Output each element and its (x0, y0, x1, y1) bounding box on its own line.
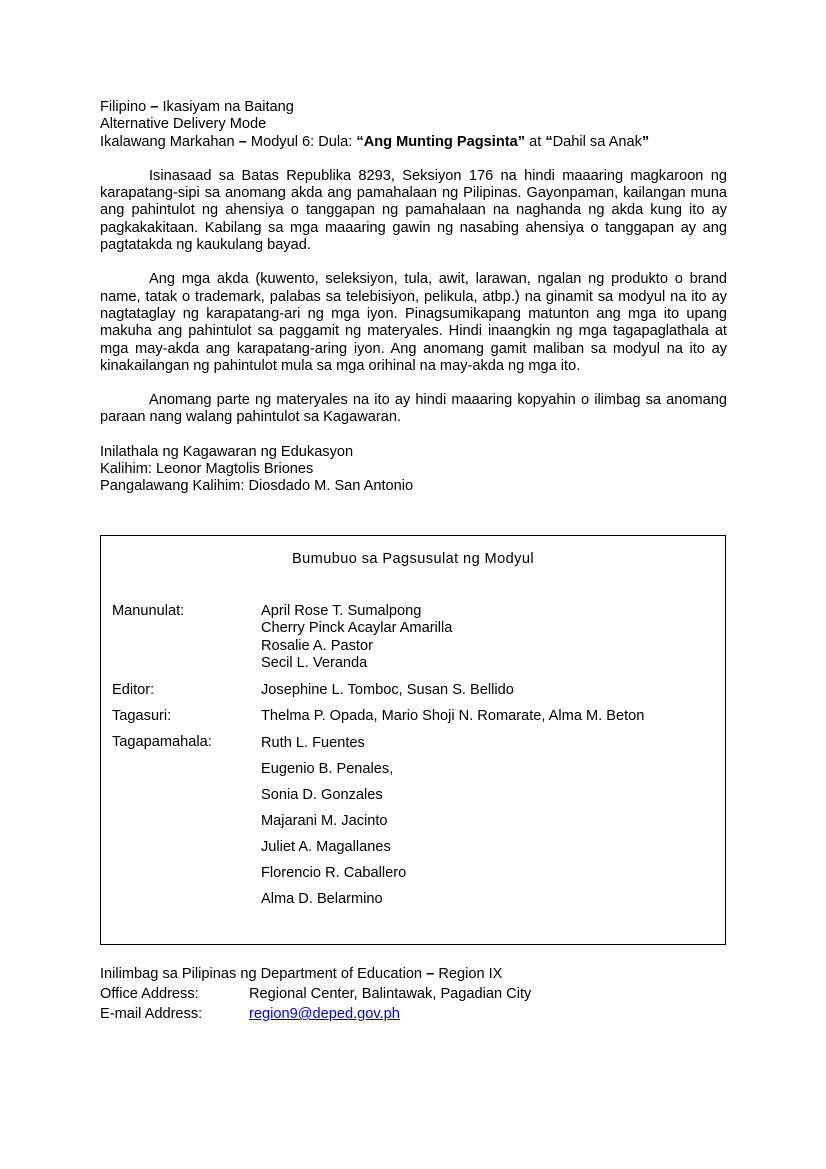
manager-name: Alma D. Belarmino (261, 891, 383, 907)
manager-name: Sonia D. Gonzales (261, 787, 383, 803)
subject-name: Filipino (100, 99, 147, 115)
reviewer-names: Thelma P. Opada, Mario Shoji N. Romarate, Alma M. Beton (261, 708, 645, 724)
quote-open: “ (545, 133, 553, 150)
management-label: Tagapamahala: (112, 734, 212, 750)
editor-label: Editor: (112, 682, 155, 698)
management-list (261, 730, 406, 912)
header-dash: – (150, 99, 159, 115)
copyright-paragraph-1: Isinasaad sa Batas Republika 8293, Seksiyon 176 na hindi maaaring magkaroon ng karapatang-sipi sa anomang akda ang pamahalaan ng Pilipinas. Gayonpaman, kailangan muna ang pahintulot ng ahensiya o tanggapan ng pamahalaan na naghanda ng akda kung ito ay pagkakakitaan. Kabilang sa mga maaaring gawin ng nasabing ahensiya o tanggapan ay ang pagtatakda ng kaukulang bayad. (100, 167, 727, 254)
copyright-paragraph-2: Ang mga akda (kuwento, seleksiyon, tula, awit, larawan, ngalan ng produkto o brand name, tatak o trademark, palabas sa telebisiyon, pelikula, atbp.) na ginamit sa modyul na ito ay nagtataglay ng karapatang-ari ng mga iyon. Pinagsumikapang matunton ang mga ito upang makuha ang pahintulot sa paggamit ng materyales. Hindi inaangkin ng mga tagapaglathala at mga may-akda ang karapatang-aring iyon. Ang anomang gamit maliban sa modyul na ito ay kinakailangan ng pahintulot mula sa mga orihinal na may-akda ng mga ito. (100, 271, 727, 374)
email-address (100, 1006, 531, 1026)
secretary-line: Kalihim: Leonor Magtolis Briones (100, 461, 314, 478)
manager-name: Florencio R. Caballero (261, 865, 407, 881)
undersecretary-line: Pangalawang Kalihim: Diosdado M. San Antonio (100, 478, 414, 495)
module-number: Modyul 6: Dula: (250, 133, 353, 150)
manager-name: Eugenio B. Penales, (261, 761, 394, 777)
quote-close: ” (641, 133, 650, 150)
credits-title: Bumubuo sa Pagsusulat ng Modyul (292, 551, 534, 567)
office-address-value: Regional Center, Balintawak, Pagadian City (249, 986, 532, 1002)
subject-line (100, 99, 727, 116)
manager-name: Juliet A. Magallanes (261, 839, 391, 855)
email-link[interactable]: region9@deped.gov.ph (249, 1006, 400, 1022)
document-body (100, 99, 727, 496)
module-title-connector: at (529, 133, 542, 150)
printed-by (100, 966, 531, 986)
manager-name: Majarani M. Jacinto (261, 813, 388, 829)
writer-name: Rosalie A. Pastor (261, 637, 373, 654)
writer-name: Cherry Pinck Acaylar Amarilla (261, 620, 453, 637)
writer-name: Secil L. Veranda (261, 654, 368, 671)
grade-level: Ikasiyam na Baitang (162, 99, 294, 115)
delivery-mode: Alternative Delivery Mode (100, 116, 267, 133)
office-address (100, 986, 531, 1006)
footer (100, 966, 531, 1026)
reviewer-label: Tagasuri: (112, 708, 172, 724)
quarter: Ikalawang Markahan (100, 133, 235, 150)
module-line (100, 134, 727, 151)
printed-by-text: Inilimbag sa Pilipinas ng Department of Education (100, 966, 423, 982)
copyright-paragraph-3: Anomang parte ng materyales na ito ay hindi maaaring kopyahin o ilimbag sa anomang paraan nang walang pahintulot sa Kagawaran. (100, 392, 727, 426)
module-header (100, 99, 727, 151)
publisher-info (100, 444, 727, 496)
writer-name: April Rose T. Sumalpong (261, 603, 422, 619)
module-title-1: “Ang Munting Pagsinta” (356, 133, 526, 150)
header-dash: – (238, 133, 247, 150)
email-address-label: E-mail Address: (100, 1006, 203, 1022)
office-address-label: Office Address: (100, 986, 199, 1002)
manager-name: Ruth L. Fuentes (261, 735, 365, 751)
writers-label: Manunulat: (112, 603, 185, 619)
publisher-line: Inilathala ng Kagawaran ng Edukasyon (100, 443, 354, 460)
credits-box (100, 535, 726, 945)
editor-names: Josephine L. Tomboc, Susan S. Bellido (261, 682, 514, 698)
footer-dash: – (426, 966, 435, 982)
writers-list (261, 603, 452, 672)
module-title-2: Dahil sa Anak (552, 133, 642, 150)
region: Region IX (438, 966, 503, 982)
